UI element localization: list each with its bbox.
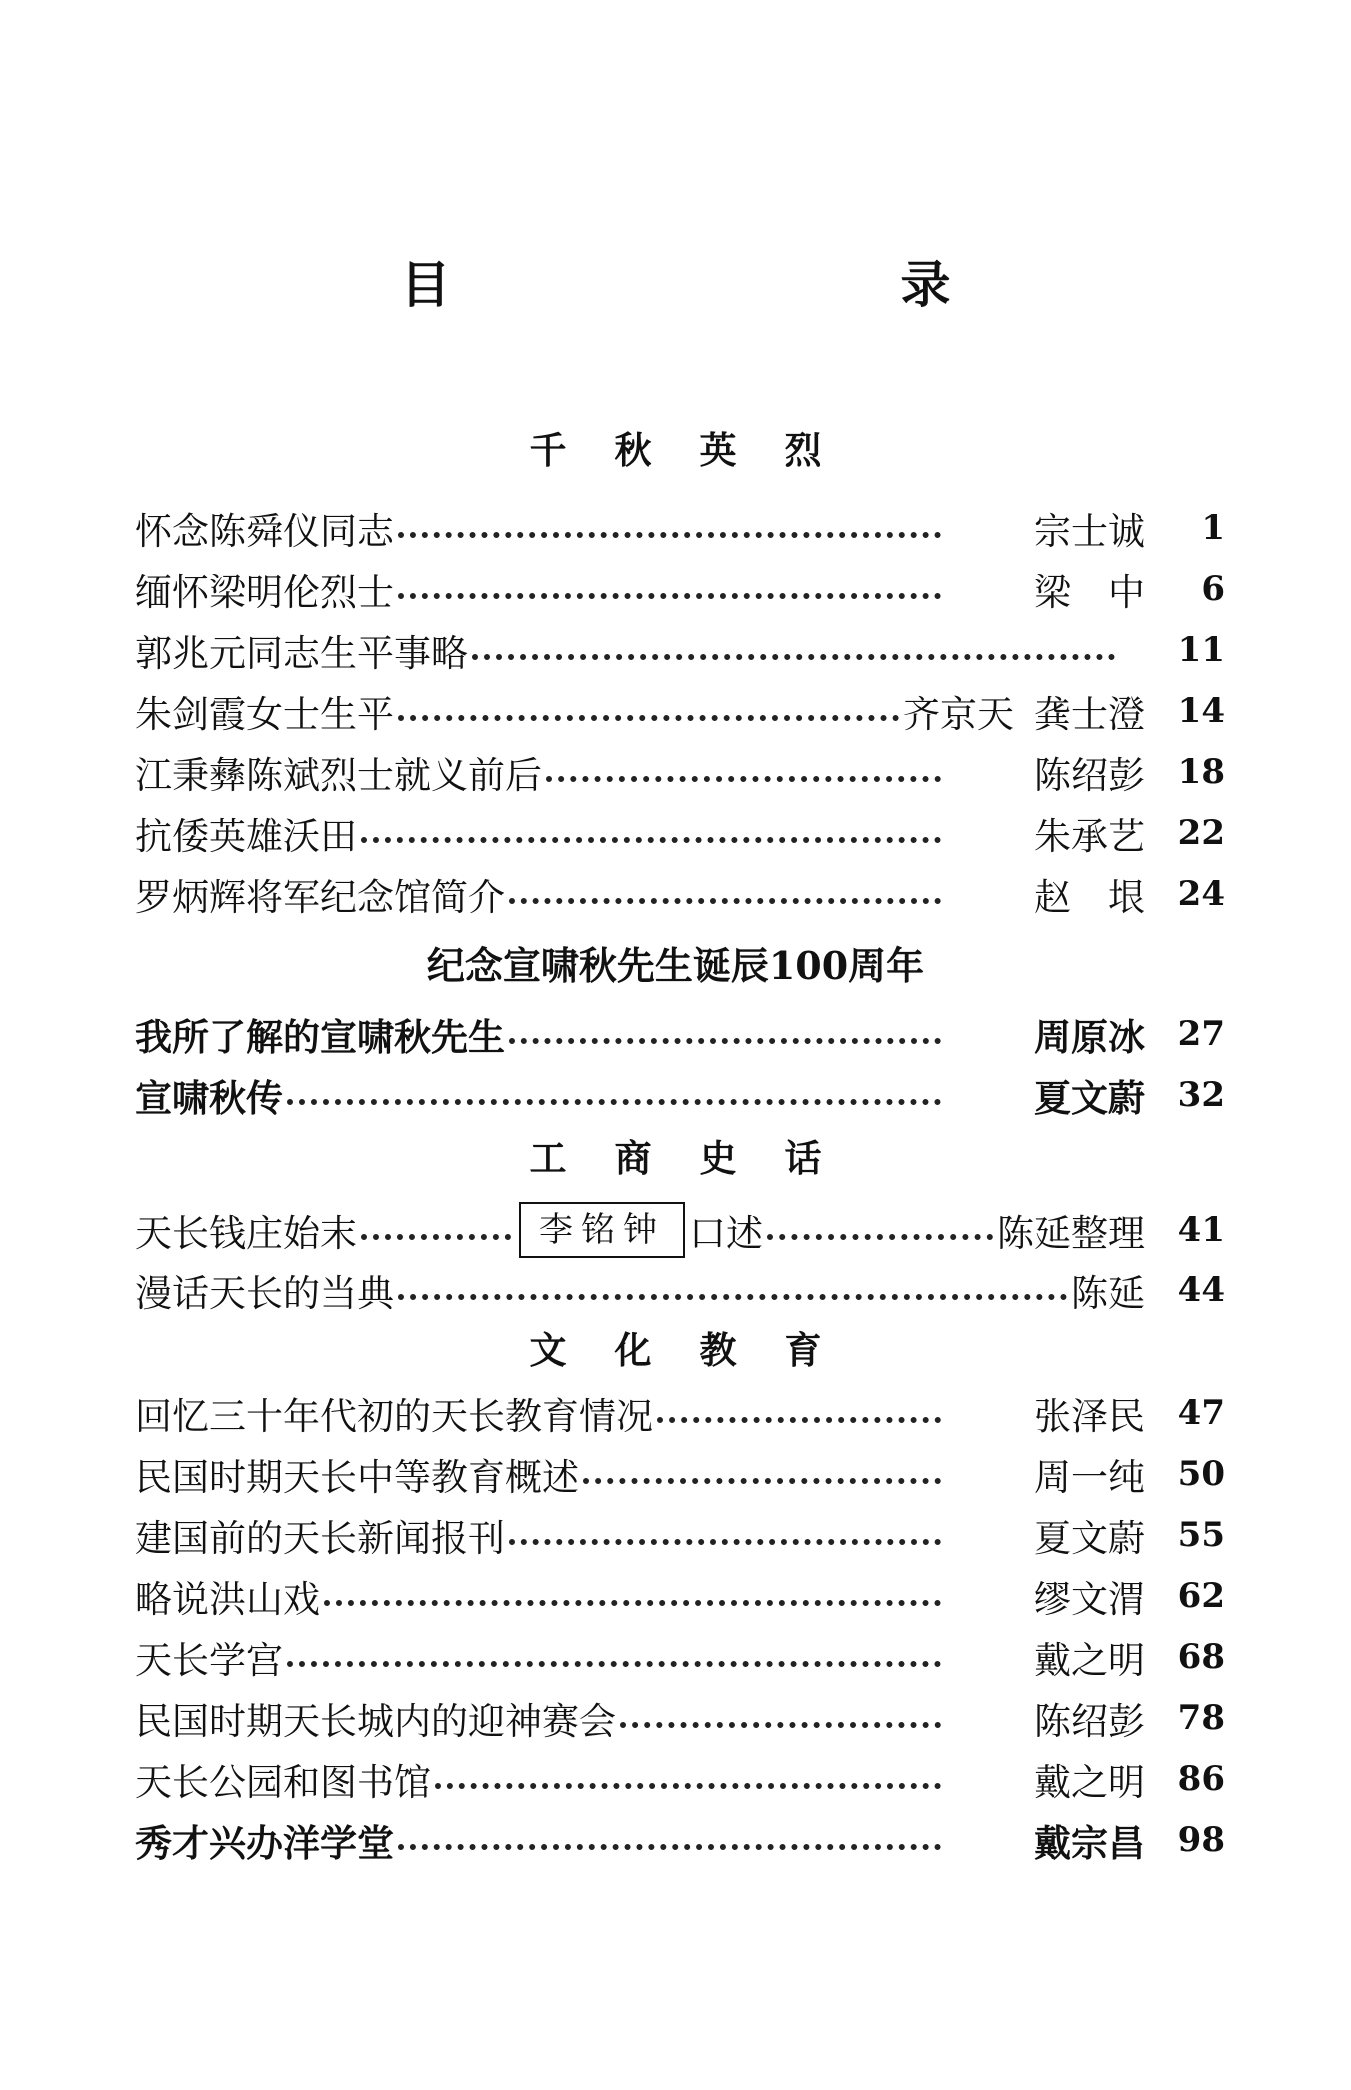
toc-entry[interactable] (135, 1507, 1225, 1563)
entry-page: 55 (1177, 1515, 1225, 1555)
entry-title: 民国时期天长城内的迎神赛会 (135, 1700, 616, 1743)
entry-page: 6 (1201, 569, 1225, 609)
toc-entry[interactable] (135, 1262, 1225, 1318)
entry-page: 18 (1177, 752, 1225, 792)
entry-page: 1 (1201, 508, 1225, 548)
entry-page: 86 (1177, 1759, 1225, 1799)
entry-title: 郭兆元同志生平事略 (135, 632, 468, 675)
toc-entry[interactable] (135, 744, 1225, 800)
leader-dots (583, 1478, 941, 1484)
entry-page: 27 (1177, 1014, 1225, 1054)
leader-dots (509, 1038, 941, 1044)
entry-author: 梁 中 (1034, 571, 1145, 614)
entry-title: 抗倭英雄沃田 (135, 815, 357, 858)
entry-page: 22 (1177, 813, 1225, 853)
entry-author: 陈延整理 (997, 1212, 1145, 1255)
entry-author: 周原冰 (1034, 1015, 1145, 1059)
section-heading: 工商史话 (529, 1136, 870, 1180)
toc-entry[interactable] (135, 622, 1225, 678)
entry-title: 缅怀梁明伦烈士 (135, 571, 394, 614)
toc-entry[interactable] (135, 1812, 1225, 1868)
leader-dots (657, 1417, 941, 1423)
toc-entry[interactable] (135, 1067, 1225, 1123)
leader-dots (620, 1722, 941, 1728)
entry-title: 江秉彝陈斌烈士就义前后 (135, 754, 542, 797)
entry-title: 天长钱庄始末 (135, 1212, 357, 1255)
entry-title: 朱剑霞女士生平 (135, 693, 394, 736)
entry-page: 24 (1177, 874, 1225, 914)
entry-page: 41 (1177, 1210, 1225, 1250)
entry-title: 罗炳辉将军纪念馆简介 (135, 876, 505, 919)
section-heading: 文化教育 (529, 1328, 870, 1372)
entry-author: 陈绍彭 (1034, 754, 1145, 797)
narrator-suffix: 口述 (689, 1212, 763, 1255)
toc-entry[interactable] (135, 1690, 1225, 1746)
entry-title: 漫话天长的当典 (135, 1272, 394, 1315)
entry-title: 民国时期天长中等教育概述 (135, 1456, 579, 1499)
leader-dots (361, 1234, 511, 1240)
section-heading: 千秋英烈 (529, 428, 870, 472)
entry-author: 夏文蔚 (1034, 1517, 1145, 1560)
toc-entry[interactable] (135, 500, 1225, 556)
toc-entry[interactable] (135, 683, 1225, 739)
entry-author: 周一纯 (1034, 1456, 1145, 1499)
leader-dots (398, 532, 941, 538)
entry-author: 夏文蔚 (1034, 1076, 1145, 1120)
toc-entry[interactable] (135, 1568, 1225, 1624)
entry-page: 98 (1177, 1820, 1225, 1860)
entry-page: 14 (1177, 691, 1225, 731)
entry-author-2: 龚士澄 (1034, 693, 1145, 736)
leader-dots (435, 1783, 941, 1789)
leader-dots (398, 1294, 1067, 1300)
entry-author: 陈延 (1071, 1272, 1145, 1315)
leader-dots (398, 715, 899, 721)
entry-title: 怀念陈舜仪同志 (135, 510, 394, 553)
entry-author: 缪文渭 (1034, 1578, 1145, 1621)
leader-dots (287, 1661, 941, 1667)
entry-author: 朱承艺 (1034, 815, 1145, 858)
leader-dots (398, 593, 941, 599)
entry-page: 32 (1177, 1075, 1225, 1115)
entry-title: 建国前的天长新闻报刊 (135, 1517, 505, 1560)
leader-dots (472, 654, 1115, 660)
page-title: 目 录 (400, 255, 1151, 314)
leader-dots (509, 1539, 941, 1545)
entry-title: 秀才兴办洋学堂 (135, 1821, 394, 1865)
entry-author: 戴宗昌 (1034, 1821, 1145, 1865)
leader-dots (398, 1844, 941, 1850)
entry-title: 宣啸秋传 (135, 1076, 283, 1120)
leader-dots (767, 1234, 993, 1240)
leader-dots (546, 776, 941, 782)
entry-page: 11 (1177, 630, 1225, 670)
entry-author: 张泽民 (1034, 1395, 1145, 1438)
leader-dots (287, 1099, 941, 1105)
entry-author: 宗士诚 (1034, 510, 1145, 553)
entry-page: 62 (1177, 1576, 1225, 1616)
leader-dots (361, 837, 941, 843)
entry-title: 回忆三十年代初的天长教育情况 (135, 1395, 653, 1438)
entry-page: 68 (1177, 1637, 1225, 1677)
entry-author-1: 齐京天 (903, 693, 1014, 736)
entry-page: 44 (1177, 1270, 1225, 1310)
entry-title: 略说洪山戏 (135, 1578, 320, 1621)
entry-author: 戴之明 (1034, 1639, 1145, 1682)
toc-entry[interactable] (135, 1446, 1225, 1502)
toc-entry[interactable] (135, 1751, 1225, 1807)
entry-page: 50 (1177, 1454, 1225, 1494)
entry-author: 赵 垠 (1034, 876, 1145, 919)
toc-entry[interactable] (135, 1385, 1225, 1441)
entry-title: 天长学宫 (135, 1639, 283, 1682)
toc-entry[interactable] (135, 1194, 1225, 1266)
narrator-box: 李铭钟 (519, 1202, 685, 1259)
toc-entry[interactable] (135, 866, 1225, 922)
entry-author: 陈绍彭 (1034, 1700, 1145, 1743)
entry-author: 戴之明 (1034, 1761, 1145, 1804)
toc-entry[interactable] (135, 561, 1225, 617)
entry-title: 天长公园和图书馆 (135, 1761, 431, 1804)
toc-entry[interactable] (135, 1006, 1225, 1062)
toc-entry[interactable] (135, 805, 1225, 861)
entry-page: 78 (1177, 1698, 1225, 1738)
entry-page: 47 (1177, 1393, 1225, 1433)
section-heading: 纪念宣啸秋先生诞辰100周年 (426, 943, 925, 988)
leader-dots (509, 898, 941, 904)
entry-title: 我所了解的宣啸秋先生 (135, 1015, 505, 1059)
leader-dots (324, 1600, 941, 1606)
toc-entry[interactable] (135, 1629, 1225, 1685)
